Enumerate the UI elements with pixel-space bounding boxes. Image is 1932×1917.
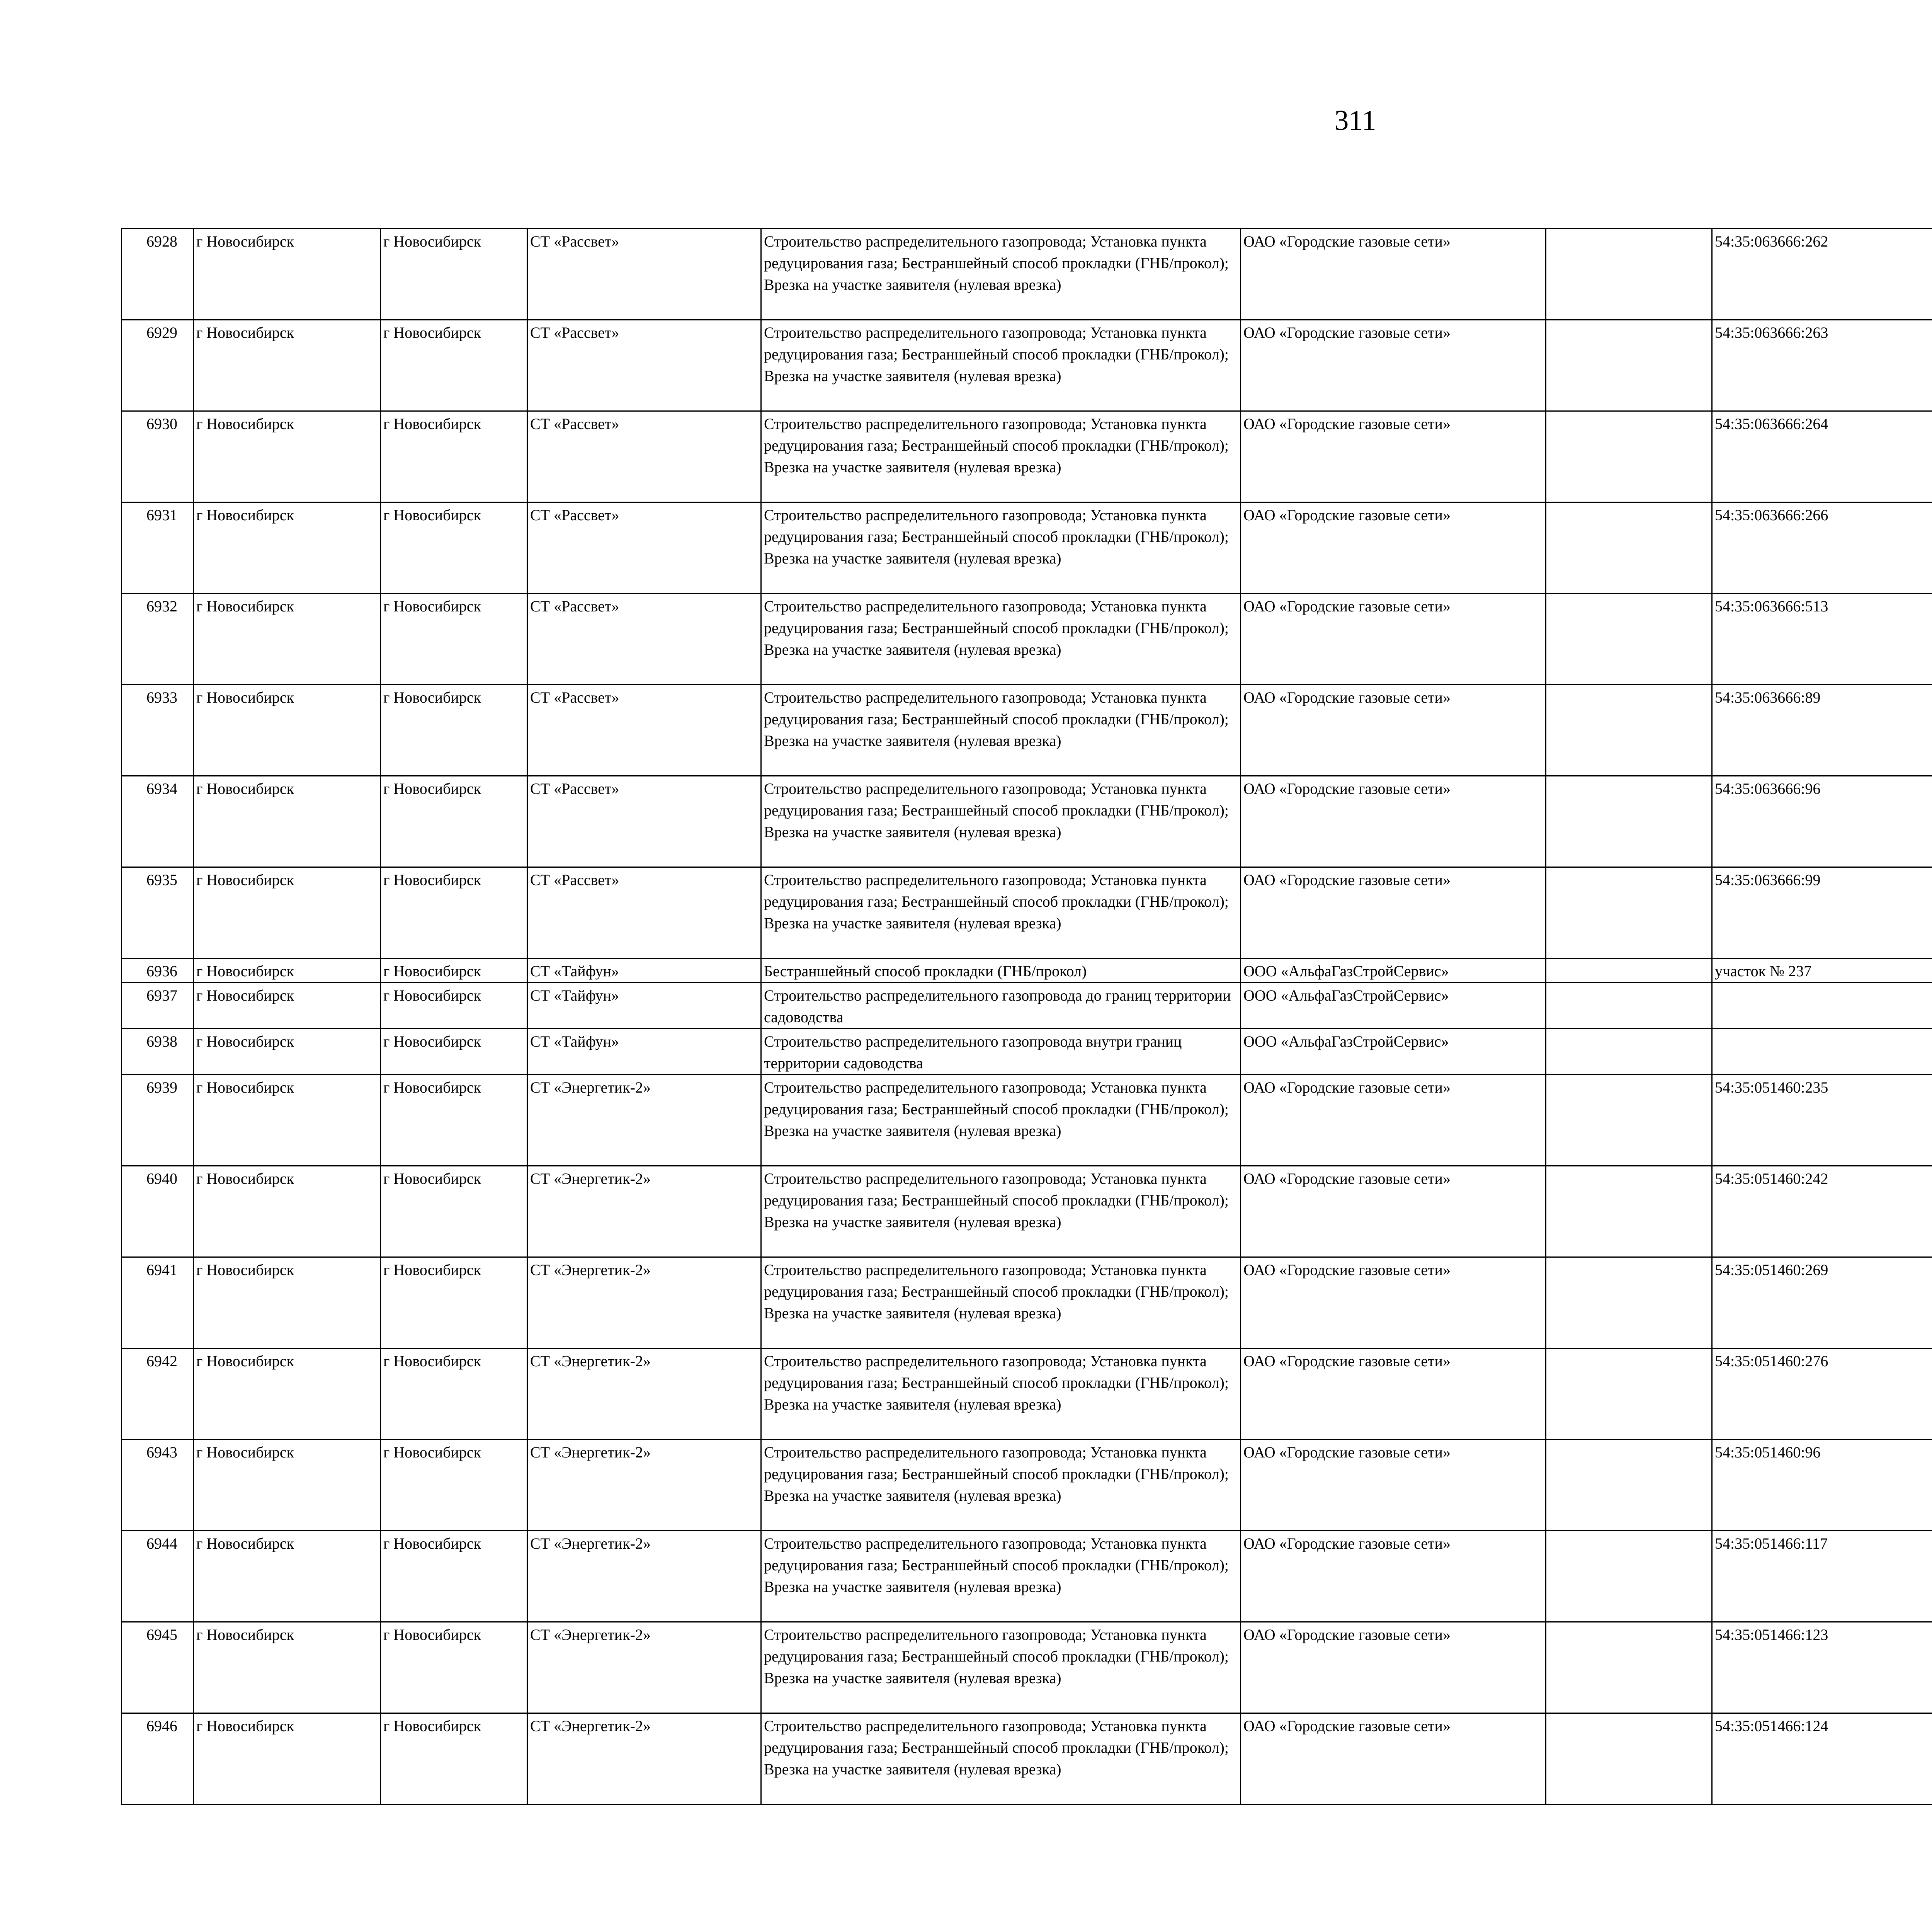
- object-cell: СТ «Энергетик-2»: [527, 1166, 761, 1257]
- organization-cell: ОАО «Городские газовые сети»: [1241, 1075, 1546, 1166]
- table-row: [122, 1166, 1932, 1257]
- works-cell: Строительство распределительного газопровода внутри границ территории садоводства: [761, 1029, 1241, 1075]
- organization-cell: ОАО «Городские газовые сети»: [1241, 1440, 1546, 1531]
- cadastral-number-cell: 54:35:051460:269: [1712, 1257, 1932, 1348]
- works-cell: Строительство распределительного газопровода; Установка пункта редуцирования газа; Бестраншейный способ прокладки (ГНБ/прокол); Врезка на участке заявителя (нулевая врезка): [761, 776, 1241, 867]
- works-cell: Строительство распределительного газопровода; Установка пункта редуцирования газа; Бестраншейный способ прокладки (ГНБ/прокол); Врезка на участке заявителя (нулевая врезка): [761, 1713, 1241, 1805]
- gasification-table: [121, 228, 1932, 1805]
- district-cell: г Новосибирск: [194, 320, 381, 411]
- cadastral-number-cell: 54:35:063666:513: [1712, 594, 1932, 685]
- cadastral-number-cell: 54:35:051460:235: [1712, 1075, 1932, 1166]
- cadastral-number-cell: 54:35:063666:263: [1712, 320, 1932, 411]
- district-cell: г Новосибирск: [194, 958, 381, 983]
- district-cell: г Новосибирск: [194, 1075, 381, 1166]
- table-row: [122, 958, 1932, 983]
- table-row: [122, 502, 1932, 594]
- organization-cell: ООО «АльфаГазСтройСервис»: [1241, 958, 1546, 983]
- works-cell: Строительство распределительного газопровода; Установка пункта редуцирования газа; Бестраншейный способ прокладки (ГНБ/прокол); Врезка на участке заявителя (нулевая врезка): [761, 867, 1241, 958]
- district-cell: г Новосибирск: [194, 685, 381, 776]
- row-number: 6932: [122, 594, 194, 685]
- table-row: [122, 1075, 1932, 1166]
- district-cell: г Новосибирск: [194, 983, 381, 1029]
- object-cell: СТ «Тайфун»: [527, 983, 761, 1029]
- works-cell: Строительство распределительного газопровода; Установка пункта редуцирования газа; Бестраншейный способ прокладки (ГНБ/прокол); Врезка на участке заявителя (нулевая врезка): [761, 411, 1241, 502]
- empty-cell: [1546, 229, 1712, 320]
- row-number: 6935: [122, 867, 194, 958]
- empty-cell: [1546, 502, 1712, 594]
- cadastral-number-cell: 54:35:063666:262: [1712, 229, 1932, 320]
- object-cell: СТ «Рассвет»: [527, 776, 761, 867]
- works-cell: Бестраншейный способ прокладки (ГНБ/прокол): [761, 958, 1241, 983]
- settlement-cell: г Новосибирск: [381, 1166, 527, 1257]
- district-cell: г Новосибирск: [194, 502, 381, 594]
- empty-cell: [1546, 594, 1712, 685]
- object-cell: СТ «Энергетик-2»: [527, 1713, 761, 1805]
- organization-cell: ОАО «Городские газовые сети»: [1241, 867, 1546, 958]
- organization-cell: ОАО «Городские газовые сети»: [1241, 1622, 1546, 1713]
- object-cell: СТ «Рассвет»: [527, 685, 761, 776]
- district-cell: г Новосибирск: [194, 1531, 381, 1622]
- page-number: 311: [1334, 105, 1376, 136]
- cadastral-number-cell: 54:35:063666:96: [1712, 776, 1932, 867]
- row-number: 6939: [122, 1075, 194, 1166]
- table-row: [122, 1029, 1932, 1075]
- table-row: [122, 983, 1932, 1029]
- table-row: [122, 867, 1932, 958]
- row-number: 6931: [122, 502, 194, 594]
- district-cell: г Новосибирск: [194, 411, 381, 502]
- settlement-cell: г Новосибирск: [381, 594, 527, 685]
- district-cell: г Новосибирск: [194, 1440, 381, 1531]
- cadastral-number-cell: 54:35:051460:242: [1712, 1166, 1932, 1257]
- empty-cell: [1546, 1440, 1712, 1531]
- table-row: [122, 229, 1932, 320]
- row-number: 6941: [122, 1257, 194, 1348]
- empty-cell: [1546, 776, 1712, 867]
- cadastral-number-cell: 54:35:051460:276: [1712, 1348, 1932, 1440]
- works-cell: Строительство распределительного газопровода; Установка пункта редуцирования газа; Бестраншейный способ прокладки (ГНБ/прокол); Врезка на участке заявителя (нулевая врезка): [761, 502, 1241, 594]
- cadastral-number-cell: 54:35:063666:264: [1712, 411, 1932, 502]
- empty-cell: [1546, 1713, 1712, 1805]
- works-cell: Строительство распределительного газопровода до границ территории садоводства: [761, 983, 1241, 1029]
- table-row: [122, 1348, 1932, 1440]
- empty-cell: [1546, 1622, 1712, 1713]
- empty-cell: [1546, 1531, 1712, 1622]
- cadastral-number-cell: 54:35:051460:96: [1712, 1440, 1932, 1531]
- table-row: [122, 320, 1932, 411]
- object-cell: СТ «Рассвет»: [527, 229, 761, 320]
- settlement-cell: г Новосибирск: [381, 1075, 527, 1166]
- settlement-cell: г Новосибирск: [381, 867, 527, 958]
- cadastral-number-cell: 54:35:051466:123: [1712, 1622, 1932, 1713]
- empty-cell: [1546, 1348, 1712, 1440]
- works-cell: Строительство распределительного газопровода; Установка пункта редуцирования газа; Бестраншейный способ прокладки (ГНБ/прокол); Врезка на участке заявителя (нулевая врезка): [761, 1440, 1241, 1531]
- empty-cell: [1546, 685, 1712, 776]
- settlement-cell: г Новосибирск: [381, 685, 527, 776]
- object-cell: СТ «Энергетик-2»: [527, 1622, 761, 1713]
- table-row: [122, 1622, 1932, 1713]
- organization-cell: ОАО «Городские газовые сети»: [1241, 1166, 1546, 1257]
- empty-cell: [1546, 983, 1712, 1029]
- settlement-cell: г Новосибирск: [381, 776, 527, 867]
- object-cell: СТ «Энергетик-2»: [527, 1531, 761, 1622]
- organization-cell: ОАО «Городские газовые сети»: [1241, 1348, 1546, 1440]
- works-cell: Строительство распределительного газопровода; Установка пункта редуцирования газа; Бестраншейный способ прокладки (ГНБ/прокол); Врезка на участке заявителя (нулевая врезка): [761, 1622, 1241, 1713]
- cadastral-number-cell: 54:35:063666:99: [1712, 867, 1932, 958]
- organization-cell: ОАО «Городские газовые сети»: [1241, 411, 1546, 502]
- works-cell: Строительство распределительного газопровода; Установка пункта редуцирования газа; Бестраншейный способ прокладки (ГНБ/прокол); Врезка на участке заявителя (нулевая врезка): [761, 594, 1241, 685]
- settlement-cell: г Новосибирск: [381, 229, 527, 320]
- settlement-cell: г Новосибирск: [381, 1348, 527, 1440]
- organization-cell: ОАО «Городские газовые сети»: [1241, 1713, 1546, 1805]
- district-cell: г Новосибирск: [194, 594, 381, 685]
- row-number: 6938: [122, 1029, 194, 1075]
- settlement-cell: г Новосибирск: [381, 1440, 527, 1531]
- row-number: 6945: [122, 1622, 194, 1713]
- settlement-cell: г Новосибирск: [381, 1257, 527, 1348]
- row-number: 6928: [122, 229, 194, 320]
- row-number: 6930: [122, 411, 194, 502]
- organization-cell: ОАО «Городские газовые сети»: [1241, 776, 1546, 867]
- works-cell: Строительство распределительного газопровода; Установка пункта редуцирования газа; Бестраншейный способ прокладки (ГНБ/прокол); Врезка на участке заявителя (нулевая врезка): [761, 229, 1241, 320]
- organization-cell: ОАО «Городские газовые сети»: [1241, 685, 1546, 776]
- works-cell: Строительство распределительного газопровода; Установка пункта редуцирования газа; Бестраншейный способ прокладки (ГНБ/прокол); Врезка на участке заявителя (нулевая врезка): [761, 685, 1241, 776]
- district-cell: г Новосибирск: [194, 1166, 381, 1257]
- works-cell: Строительство распределительного газопровода; Установка пункта редуцирования газа; Бестраншейный способ прокладки (ГНБ/прокол); Врезка на участке заявителя (нулевая врезка): [761, 1257, 1241, 1348]
- settlement-cell: г Новосибирск: [381, 1713, 527, 1805]
- organization-cell: ОАО «Городские газовые сети»: [1241, 594, 1546, 685]
- empty-cell: [1546, 1166, 1712, 1257]
- row-number: 6946: [122, 1713, 194, 1805]
- row-number: 6936: [122, 958, 194, 983]
- district-cell: г Новосибирск: [194, 1622, 381, 1713]
- settlement-cell: г Новосибирск: [381, 958, 527, 983]
- row-number: 6937: [122, 983, 194, 1029]
- row-number: 6933: [122, 685, 194, 776]
- object-cell: СТ «Энергетик-2»: [527, 1257, 761, 1348]
- empty-cell: [1546, 1075, 1712, 1166]
- row-number: 6943: [122, 1440, 194, 1531]
- works-cell: Строительство распределительного газопровода; Установка пункта редуцирования газа; Бестраншейный способ прокладки (ГНБ/прокол); Врезка на участке заявителя (нулевая врезка): [761, 1075, 1241, 1166]
- settlement-cell: г Новосибирск: [381, 320, 527, 411]
- organization-cell: ОАО «Городские газовые сети»: [1241, 502, 1546, 594]
- settlement-cell: г Новосибирск: [381, 983, 527, 1029]
- table-row: [122, 594, 1932, 685]
- object-cell: СТ «Рассвет»: [527, 867, 761, 958]
- district-cell: г Новосибирск: [194, 867, 381, 958]
- object-cell: СТ «Энергетик-2»: [527, 1348, 761, 1440]
- row-number: 6940: [122, 1166, 194, 1257]
- settlement-cell: г Новосибирск: [381, 411, 527, 502]
- cadastral-number-cell: [1712, 983, 1932, 1029]
- district-cell: г Новосибирск: [194, 1257, 381, 1348]
- object-cell: СТ «Тайфун»: [527, 958, 761, 983]
- table-row: [122, 1531, 1932, 1622]
- works-cell: Строительство распределительного газопровода; Установка пункта редуцирования газа; Бестраншейный способ прокладки (ГНБ/прокол); Врезка на участке заявителя (нулевая врезка): [761, 1166, 1241, 1257]
- organization-cell: ОАО «Городские газовые сети»: [1241, 229, 1546, 320]
- cadastral-number-cell: 54:35:051466:124: [1712, 1713, 1932, 1805]
- district-cell: г Новосибирск: [194, 1713, 381, 1805]
- organization-cell: ОАО «Городские газовые сети»: [1241, 1257, 1546, 1348]
- empty-cell: [1546, 867, 1712, 958]
- district-cell: г Новосибирск: [194, 1029, 381, 1075]
- object-cell: СТ «Энергетик-2»: [527, 1075, 761, 1166]
- empty-cell: [1546, 320, 1712, 411]
- district-cell: г Новосибирск: [194, 229, 381, 320]
- cadastral-number-cell: 54:35:051466:117: [1712, 1531, 1932, 1622]
- table-row: [122, 411, 1932, 502]
- object-cell: СТ «Рассвет»: [527, 594, 761, 685]
- empty-cell: [1546, 1257, 1712, 1348]
- table-row: [122, 685, 1932, 776]
- settlement-cell: г Новосибирск: [381, 1029, 527, 1075]
- district-cell: г Новосибирск: [194, 1348, 381, 1440]
- empty-cell: [1546, 1029, 1712, 1075]
- organization-cell: ООО «АльфаГазСтройСервис»: [1241, 1029, 1546, 1075]
- settlement-cell: г Новосибирск: [381, 502, 527, 594]
- empty-cell: [1546, 958, 1712, 983]
- object-cell: СТ «Энергетик-2»: [527, 1440, 761, 1531]
- organization-cell: ОАО «Городские газовые сети»: [1241, 320, 1546, 411]
- row-number: 6929: [122, 320, 194, 411]
- works-cell: Строительство распределительного газопровода; Установка пункта редуцирования газа; Бестраншейный способ прокладки (ГНБ/прокол); Врезка на участке заявителя (нулевая врезка): [761, 1531, 1241, 1622]
- table-row: [122, 1257, 1932, 1348]
- table-row: [122, 776, 1932, 867]
- row-number: 6944: [122, 1531, 194, 1622]
- settlement-cell: г Новосибирск: [381, 1531, 527, 1622]
- cadastral-number-cell: участок № 237: [1712, 958, 1932, 983]
- cadastral-number-cell: 54:35:063666:89: [1712, 685, 1932, 776]
- row-number: 6934: [122, 776, 194, 867]
- settlement-cell: г Новосибирск: [381, 1622, 527, 1713]
- object-cell: СТ «Рассвет»: [527, 502, 761, 594]
- object-cell: СТ «Рассвет»: [527, 320, 761, 411]
- table-row: [122, 1440, 1932, 1531]
- district-cell: г Новосибирск: [194, 776, 381, 867]
- object-cell: СТ «Тайфун»: [527, 1029, 761, 1075]
- cadastral-number-cell: [1712, 1029, 1932, 1075]
- organization-cell: ОАО «Городские газовые сети»: [1241, 1531, 1546, 1622]
- works-cell: Строительство распределительного газопровода; Установка пункта редуцирования газа; Бестраншейный способ прокладки (ГНБ/прокол); Врезка на участке заявителя (нулевая врезка): [761, 320, 1241, 411]
- row-number: 6942: [122, 1348, 194, 1440]
- organization-cell: ООО «АльфаГазСтройСервис»: [1241, 983, 1546, 1029]
- object-cell: СТ «Рассвет»: [527, 411, 761, 502]
- works-cell: Строительство распределительного газопровода; Установка пункта редуцирования газа; Бестраншейный способ прокладки (ГНБ/прокол); Врезка на участке заявителя (нулевая врезка): [761, 1348, 1241, 1440]
- cadastral-number-cell: 54:35:063666:266: [1712, 502, 1932, 594]
- empty-cell: [1546, 411, 1712, 502]
- table-row: [122, 1713, 1932, 1805]
